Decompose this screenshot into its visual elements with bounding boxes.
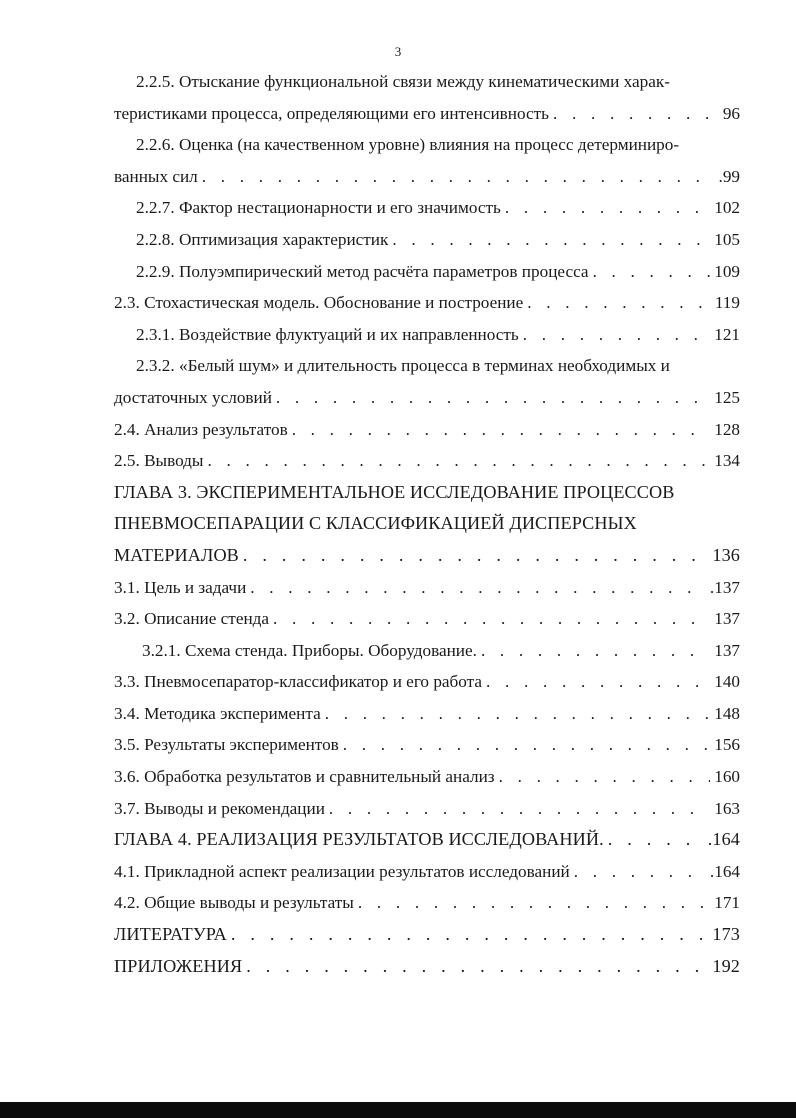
toc-entry-title: 2.2.7. Фактор нестационарности и его значимость <box>136 198 501 218</box>
page-number: 3 <box>394 44 402 59</box>
dot-leader <box>553 98 719 130</box>
toc-entry-title: 4.2. Общие выводы и результаты <box>114 893 354 913</box>
toc-page-number: 105 <box>714 229 740 249</box>
toc-entry-title: ГЛАВА 4. РЕАЛИЗАЦИЯ РЕЗУЛЬТАТОВ ИССЛЕДОВАНИЙ. <box>114 829 604 850</box>
toc-chapter-3-line1: ГЛАВА 3. ЭКСПЕРИМЕНТАЛЬНОЕ ИССЛЕДОВАНИЕ ПРОЦЕССОВ <box>114 481 675 502</box>
dot-leader <box>593 256 711 288</box>
toc-entry-title: ванных сил <box>114 166 198 186</box>
toc-chapter-3-line2: ПНЕВМОСЕПАРАЦИИ С КЛАССИФИКАЦИЕЙ ДИСПЕРСНЫХ <box>114 513 637 534</box>
toc-entry-title: 2.2.8. Оптимизация характеристик <box>136 229 389 249</box>
toc-entry-3-2-1[interactable] <box>114 635 740 667</box>
toc-entry-3-7[interactable] <box>114 793 740 825</box>
toc-page-number: 173 <box>712 924 740 945</box>
toc-page-number: 160 <box>714 767 740 787</box>
toc-literature[interactable] <box>114 919 740 951</box>
toc-entry-title: 3.2. Описание стенда <box>114 609 270 629</box>
dot-leader <box>574 856 706 888</box>
toc-entry-3-4[interactable] <box>114 698 740 730</box>
toc-entry-title: 3.4. Методика эксперимента <box>114 703 321 723</box>
toc-page-number: 140 <box>714 672 740 692</box>
toc-entry-4-2[interactable] <box>114 887 740 919</box>
dot-leader <box>486 666 710 698</box>
toc-entry-2-2-6[interactable] <box>114 161 740 193</box>
table-of-contents <box>114 66 740 982</box>
dot-leader <box>343 729 710 761</box>
dot-leader <box>392 224 710 256</box>
toc-entry-title: 3.5. Результаты экспериментов <box>114 735 339 755</box>
toc-page-number: 192 <box>712 955 740 976</box>
toc-page-number: .137 <box>709 577 740 597</box>
toc-entry-3-1[interactable] <box>114 572 740 604</box>
toc-page-number: 134 <box>714 451 740 471</box>
dot-leader <box>202 161 715 193</box>
dot-leader <box>505 192 710 224</box>
dot-leader <box>329 793 710 825</box>
dot-leader <box>207 445 710 477</box>
toc-entry-2-3[interactable] <box>114 287 740 319</box>
toc-chapter-3[interactable] <box>114 540 740 572</box>
dot-leader <box>273 603 710 635</box>
toc-page-number: 137 <box>714 609 740 629</box>
toc-page-number: 121 <box>714 324 740 344</box>
toc-entry-title: 3.3. Пневмосепаратор-классификатор и его работа <box>114 672 483 692</box>
toc-entry-2-2-6-line1: 2.2.6. Оценка (на качественном уровне) влияния на процесс детерминиро- <box>136 135 680 155</box>
toc-entry-title: 3.7. Выводы и рекомендации <box>114 798 325 818</box>
toc-entry-2-3-2-line1: 2.3.2. «Белый шум» и длительность процесса в терминах необходимых и <box>136 356 670 376</box>
toc-entry-4-1[interactable] <box>114 856 740 888</box>
dot-leader <box>608 824 704 856</box>
toc-entry-title: 2.3. Стохастическая модель. Обоснование и построение <box>114 293 524 313</box>
toc-entry-title: 3.1. Цель и задачи <box>114 577 247 597</box>
toc-entry-title: МАТЕРИАЛОВ <box>114 544 239 565</box>
dot-leader <box>527 287 711 319</box>
toc-appendices[interactable] <box>114 951 740 983</box>
toc-entry-2-2-5[interactable] <box>114 98 740 130</box>
dot-leader <box>243 540 708 572</box>
toc-entry-3-2[interactable] <box>114 603 740 635</box>
toc-page-number: 119 <box>714 293 740 313</box>
dot-leader <box>250 572 706 604</box>
toc-entry-2-3-1[interactable] <box>114 319 740 351</box>
dot-leader <box>231 919 708 951</box>
dot-leader <box>523 319 710 351</box>
toc-page-number: 96 <box>722 103 740 123</box>
toc-entry-title: достаточных условий <box>114 387 272 407</box>
toc-entry-title: 3.2.1. Схема стенда. Приборы. Оборудование. <box>142 640 477 660</box>
toc-entry-title: ПРИЛОЖЕНИЯ <box>114 955 243 976</box>
toc-entry-2-3-2[interactable] <box>114 382 740 414</box>
toc-entry-title: теристиками процесса, определяющими его интенсивность <box>114 103 549 123</box>
dot-leader <box>325 698 711 730</box>
toc-page-number: .164 <box>709 861 740 881</box>
toc-entry-3-6[interactable] <box>114 761 740 793</box>
dot-leader <box>481 635 710 667</box>
dot-leader <box>246 951 708 983</box>
dot-leader <box>276 382 710 414</box>
toc-chapter-4[interactable] <box>114 824 740 856</box>
toc-page-number: .164 <box>707 829 740 850</box>
toc-page-number: 109 <box>714 261 740 281</box>
toc-entry-2-2-8[interactable] <box>114 224 740 256</box>
toc-entry-2-2-7[interactable] <box>114 192 740 224</box>
toc-entry-title: 2.3.1. Воздействие флуктуаций и их направленность <box>136 324 519 344</box>
toc-entry-title: 4.1. Прикладной аспект реализации результатов исследований <box>114 861 570 881</box>
toc-page-number: 163 <box>714 798 740 818</box>
toc-page-number: 102 <box>714 198 740 218</box>
toc-page-number: 125 <box>714 387 740 407</box>
toc-entry-title: 2.4. Анализ результатов <box>114 419 288 439</box>
toc-entry-title: 3.6. Обработка результатов и сравнительный анализ <box>114 767 495 787</box>
toc-page-number: 148 <box>714 703 740 723</box>
toc-entry-2-5[interactable] <box>114 445 740 477</box>
toc-page-number: .99 <box>718 166 740 186</box>
scan-bottom-edge <box>0 1102 796 1118</box>
toc-entry-title: ЛИТЕРАТУРА <box>114 924 227 945</box>
toc-entry-2-2-9[interactable] <box>114 256 740 288</box>
toc-entry-title: 2.2.9. Полуэмпирический метод расчёта параметров процесса <box>136 261 589 281</box>
toc-page-number: 156 <box>714 735 740 755</box>
toc-page-number: 128 <box>714 419 740 439</box>
dot-leader <box>358 887 710 919</box>
toc-entry-title: 2.5. Выводы <box>114 451 204 471</box>
toc-entry-3-5[interactable] <box>114 729 740 761</box>
dot-leader <box>499 761 711 793</box>
toc-page-number: 137 <box>714 640 740 660</box>
toc-entry-2-2-5-line1: 2.2.5. Отыскание функциональной связи между кинематическими харак- <box>136 72 670 91</box>
toc-entry-3-3[interactable] <box>114 666 740 698</box>
toc-page-number: 171 <box>714 893 740 913</box>
toc-entry-2-4[interactable] <box>114 414 740 446</box>
toc-page-number: 136 <box>712 544 740 565</box>
dot-leader <box>292 414 711 446</box>
